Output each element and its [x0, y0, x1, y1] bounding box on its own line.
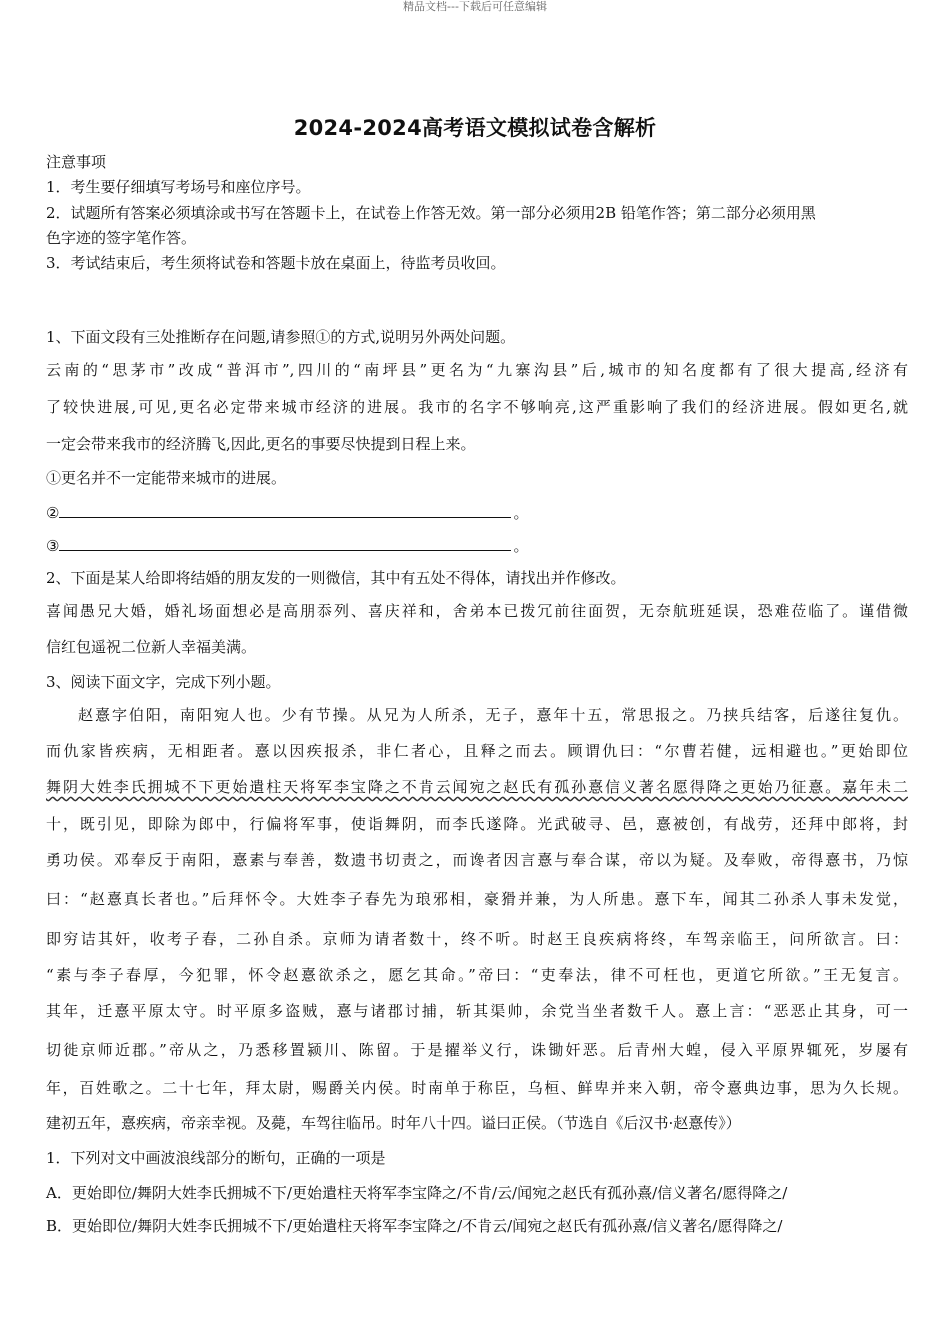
q1-blank-3[interactable]	[59, 535, 511, 551]
notice-item-2-cont: 色字迹的签字笔作答。	[46, 229, 197, 247]
q3-text-line-3: 舞阴大姓李氏拥城不下更始遣柱天将军李宝降之不肯云闻宛之赵氏有孤孙憙信义著名愿得降之更始乃征憙。嘉年未二	[46, 778, 908, 796]
q1-blank-3-label: ③	[46, 537, 60, 555]
q3-text-line-5: 勇功侯。邓奉反于南阳，憙素与奉善，数遗书切责之，而谗者因言憙与奉合谋，帝以为疑。及奉败，帝得憙书，乃惊	[46, 851, 908, 869]
q3-prompt: 3、阅读下面文字，完成下列小题。	[46, 673, 281, 691]
q1-passage-line-2: 了较快进展,可见,更名必定带来城市经济的进展。我市的名字不够响亮,这严重影响了我们的经济进展。假如更名,就	[46, 398, 908, 416]
q3-text-line-7: 即穷诘其奸，收考子春，二孙自杀。京师为请者数十，终不听。时赵王良疾病将终，车驾亲临王，问所欲言。曰：	[46, 930, 908, 948]
notice-item-2: 2．试题所有答案必须填涂或书写在答题卡上，在试卷上作答无效。第一部分必须用2B 铅笔作答；第二部分必须用黑	[46, 204, 816, 222]
q1-answer-3	[46, 535, 908, 556]
q3-text-line-9: 其年，迁憙平原太守。时平原多盗贼，憙与诸郡讨捕，斩其渠帅，余党当坐者数千人。憙上言：“恶恶止其身，可一	[46, 1002, 908, 1020]
q3-text-line-4: 十，既引见，即除为郎中，行偏将军事，使诣舞阴，而李氏遂降。光武破寻、邑，憙被创，有战劳，还拜中郎将，封	[46, 815, 908, 833]
q1-prompt: 1、下面文段有三处推断存在问题,请参照①的方式,说明另外两处问题。	[46, 328, 516, 346]
q3-text-line-6: 曰：“赵憙真长者也。”后拜怀令。大姓李子春先为琅邪相，豪猾并兼，为人所患。憙下车，闻其二孙杀人事未发觉，	[46, 890, 908, 908]
q3-text-line-11: 年，百姓歌之。二十七年，拜太尉，赐爵关内侯。时南单于称臣，乌桓、鲜卑并来入朝，帝令憙典边事，思为久长规。	[46, 1079, 908, 1097]
q3-sub1-prompt: 1．下列对文中画波浪线部分的断句，正确的一项是	[46, 1149, 386, 1167]
q3-text-line-10: 切徙京师近郡。”帝从之，乃悉移置颍川、陈留。于是擢举义行，诛锄奸恶。后青州大蝗，侵入平原界辄死，岁屡有	[46, 1041, 908, 1059]
q3-text-line-12: 建初五年，憙疾病，帝亲幸视。及薨，车驾往临吊。时年八十四。谥曰正侯。（节选自《后汉书·赵憙传》）	[46, 1114, 741, 1132]
q3-text-line-8: “素与李子春厚，今犯罪，怀令赵憙欲杀之，愿乞其命。”帝曰：“吏奉法，律不可枉也，更道它所欲。”王无复言。	[46, 966, 908, 984]
q2-prompt: 2、下面是某人给即将结婚的朋友发的一则微信，其中有五处不得体，请找出并作修改。	[46, 569, 626, 587]
q3-text-line-1: 赵憙字伯阳，南阳宛人也。少有节操。从兄为人所杀，无子，憙年十五，常思报之。乃挟兵结客，后遂往复仇。	[78, 706, 908, 724]
q2-passage-line-2: 信红包遥祝二位新人幸福美满。	[46, 638, 257, 656]
q1-passage-line-1: 云南的“思茅市”改成“普洱市”,四川的“南坪县”更名为“九寨沟县”后,城市的知名度都有了很大提高,经济有	[46, 361, 908, 379]
q1-passage-line-3: 一定会带来我市的经济腾飞,因此,更名的事要尽快提到日程上来。	[46, 435, 476, 453]
notice-item-1: 1．考生要仔细填写考场号和座位序号。	[46, 178, 311, 196]
q1-blank-2-end: 。	[513, 504, 529, 522]
q1-blank-2-label: ②	[46, 504, 60, 522]
q3-option-b[interactable]: B．更始即位/舞阴大姓李氏拥城不下/更始遣柱天将军李宝降之/不肯云/闻宛之赵氏有孤孙熹/信义著名/愿得降之/	[46, 1217, 783, 1235]
q3-option-a[interactable]: A．更始即位/舞阴大姓李氏拥城不下/更始遣柱天将军李宝降之/不肯/云/闻宛之赵氏有孤孙熹/信义著名/愿得降之/	[46, 1184, 788, 1202]
q1-answer-2	[46, 502, 908, 523]
header-note: 精品文档---下载后可任意编辑	[403, 0, 547, 13]
q1-example: ①更名并不一定能带来城市的进展。	[46, 469, 287, 487]
q3-text-line-2: 而仇家皆疾病，无相距者。憙以因疾报杀，非仁者心，且释之而去。顾谓仇曰：“尔曹若健，远相避也。”更始即位	[46, 742, 908, 760]
q2-passage-line-1: 喜闻愚兄大婚，婚礼场面想必是高朋忝列、喜庆祥和，舍弟本已拨冗前往面贺，无奈航班延误，恐难莅临了。谨借微	[46, 602, 908, 620]
notice-item-3: 3．考试结束后，考生须将试卷和答题卡放在桌面上，待监考员收回。	[46, 254, 506, 272]
page-title: 2024-2024高考语文模拟试卷含解析	[293, 116, 657, 140]
notice-heading: 注意事项	[46, 153, 107, 171]
q1-blank-3-end: 。	[513, 537, 529, 555]
q1-blank-2[interactable]	[59, 502, 511, 518]
